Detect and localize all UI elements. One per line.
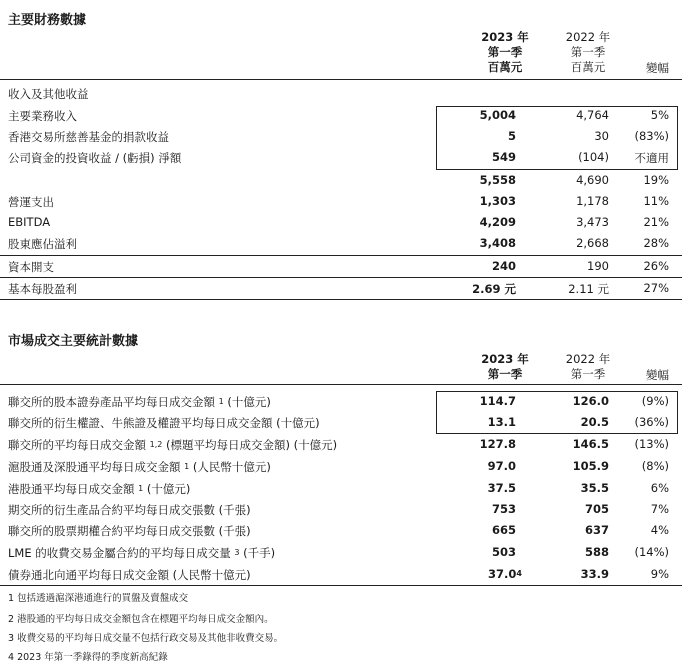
table-row — [0, 391, 682, 412]
value-change: 19% — [643, 173, 669, 187]
header-year-2022: 2022 年 — [565, 30, 611, 44]
row-label: 聯交所的股本證券產品平均每日成交金額 $^1$ (十億元) — [8, 395, 271, 409]
row-label: 營運支出 — [8, 195, 54, 209]
table-row — [0, 278, 682, 299]
value-2022: 33.9 — [580, 567, 609, 581]
value-2023: 5,558 — [479, 173, 516, 187]
value-2022: 126.0 — [572, 394, 609, 408]
table-row — [0, 212, 682, 233]
footnote-ref: 1,2 — [149, 440, 163, 449]
row-label: 公司資金的投資收益 / (虧損) 淨額 — [8, 151, 182, 165]
value-2023: 240 — [491, 259, 516, 273]
value-2023: 37.5 — [487, 481, 516, 495]
table-row — [0, 147, 682, 168]
value-2023: 114.7 — [479, 394, 516, 408]
value-change: (83%) — [634, 129, 669, 143]
header-year-2023: 2023 年 — [481, 352, 529, 366]
value-2022: 3,473 — [576, 215, 609, 229]
value-2022: 190 — [587, 259, 609, 273]
table-row — [0, 478, 682, 499]
value-change: (13%) — [634, 437, 669, 451]
footnote-ref: 1 — [184, 462, 190, 471]
table-row — [0, 412, 682, 433]
value-2023: 5,004 — [479, 108, 516, 122]
header-rule — [0, 79, 682, 80]
row-label: 主要業務收入 — [8, 109, 77, 123]
header-2022-q1 — [553, 352, 623, 382]
value-change: (36%) — [634, 415, 669, 429]
value-change: 6% — [650, 481, 669, 495]
value-2022: 4,690 — [576, 173, 609, 187]
value-2022: 146.5 — [572, 437, 609, 451]
section-title-financial: 主要財務數據 — [8, 13, 87, 28]
table-row — [0, 256, 682, 277]
value-2023: 5 — [507, 129, 516, 143]
value-change: 4% — [650, 523, 669, 537]
table-row — [0, 456, 682, 477]
table-row-subtotal — [0, 170, 682, 191]
value-2022: 2.11 元 — [568, 282, 609, 296]
row-label: 港股通平均每日成交金額 $^1$ (十億元) — [8, 482, 191, 496]
footnote-3: 3 收費交易的平均每日成交量不包括行政交易及其他非收費交易。 — [8, 633, 284, 644]
table-row — [0, 105, 682, 126]
header-quarter-2023: 第一季 — [487, 45, 523, 59]
value-change: 7% — [650, 502, 669, 516]
table-row — [0, 434, 682, 455]
footnote-ref: 1 — [218, 397, 224, 406]
value-2023: 549 — [491, 150, 516, 164]
row-label: 股東應佔溢利 — [8, 237, 77, 251]
header-2022-q1 — [553, 30, 623, 75]
value-2022: 588 — [584, 545, 609, 559]
value-2022: 2,668 — [576, 236, 609, 250]
value-2022: 705 — [584, 502, 609, 516]
header-change: 變幅 — [646, 368, 669, 382]
header-quarter-2023: 第一季 — [487, 367, 523, 381]
table-row — [0, 126, 682, 147]
row-label: 期交所的衍生產品合約平均每日成交張數 (千張) — [8, 503, 251, 517]
value-2022: 637 — [584, 523, 609, 537]
value-change: (14%) — [634, 545, 669, 559]
value-2022: 30 — [594, 129, 609, 143]
row-label: LME 的收費交易金屬合約的平均每日成交量 $^3$ (千手) — [8, 546, 276, 560]
value-2023: 127.8 — [479, 437, 516, 451]
value-change: 11% — [643, 194, 669, 208]
table-row — [0, 520, 682, 541]
row-label: 資本開支 — [8, 260, 54, 274]
table-row — [0, 233, 682, 254]
value-2023: 753 — [491, 502, 516, 516]
row-label: 基本每股盈利 — [8, 282, 77, 296]
value-2023: 4,209 — [479, 215, 516, 229]
footnote-1: 1 包括透過滬深港通進行的買盤及賣盤成交 — [8, 593, 189, 604]
header-2023-q1 — [470, 352, 540, 382]
row-label: 聯交所的股票期權合約平均每日成交張數 (千張) — [8, 524, 251, 538]
row-label: 債券通北向通平均每日成交金額 (人民幣十億元) — [8, 568, 251, 582]
value-change: 21% — [643, 215, 669, 229]
header-rule — [0, 384, 682, 385]
divider — [0, 299, 682, 300]
value-change: (8%) — [641, 459, 669, 473]
row-label: 滬股通及深股通平均每日成交金額 $^1$ (人民幣十億元) — [8, 460, 271, 474]
value-2023: 97.0 — [487, 459, 516, 473]
table-row — [0, 191, 682, 212]
header-year-2022: 2022 年 — [565, 352, 611, 366]
header-quarter-2022: 第一季 — [570, 367, 606, 381]
header-unit-2023: 百萬元 — [487, 60, 523, 74]
row-label: 香港交易所慈善基金的捐款收益 — [8, 130, 169, 144]
divider — [0, 585, 682, 586]
section-title-market: 市場成交主要統計數據 — [8, 334, 139, 349]
footnote-ref: 3 — [234, 548, 240, 557]
header-quarter-2022: 第一季 — [570, 45, 606, 59]
value-2022: 35.5 — [580, 481, 609, 495]
value-change: 27% — [643, 281, 669, 295]
value-change: 28% — [643, 236, 669, 250]
table-row — [0, 499, 682, 520]
value-change: 5% — [650, 108, 669, 122]
value-change: (9%) — [641, 394, 669, 408]
value-2022: 105.9 — [572, 459, 609, 473]
value-2023: 1,303 — [479, 194, 516, 208]
footnote-2: 2 港股通的平均每日成交金額包含在標題平均每日成交金額內。 — [8, 614, 274, 625]
header-unit-2022: 百萬元 — [570, 60, 606, 74]
row-label: EBITDA — [8, 215, 51, 229]
value-2022: 1,178 — [576, 194, 609, 208]
value-2023: 2.69 元 — [472, 282, 516, 296]
footnote-ref: 4 — [516, 569, 522, 578]
value-2022: 20.5 — [580, 415, 609, 429]
table-row — [0, 542, 682, 563]
value-2022: (104) — [578, 150, 609, 164]
group-label-revenue: 收入及其他收益 — [8, 87, 89, 101]
value-2023: 13.1 — [487, 415, 516, 429]
footnote-4: 4 2023 年第一季錄得的季度新高紀錄 — [8, 652, 168, 663]
row-label: 聯交所的平均每日成交金額 $^{1,2}$ (標題平均每日成交金額) (十億元) — [8, 438, 338, 452]
value-2023: 3,408 — [479, 236, 516, 250]
value-2023: 37.0$^4$ — [488, 567, 522, 581]
value-change: 26% — [643, 259, 669, 273]
value-2023: 665 — [491, 523, 516, 537]
header-change: 變幅 — [646, 61, 669, 75]
header-2023-q1 — [470, 30, 540, 75]
header-year-2023: 2023 年 — [481, 30, 529, 44]
value-2023: 503 — [491, 545, 516, 559]
row-label: 聯交所的衍生權證、牛熊證及權證平均每日成交金額 (十億元) — [8, 416, 320, 430]
table-row — [0, 564, 682, 585]
value-change: 不適用 — [634, 151, 669, 165]
value-2022: 4,764 — [576, 108, 609, 122]
footnote-ref: 1 — [138, 484, 144, 493]
value-change: 9% — [650, 567, 669, 581]
